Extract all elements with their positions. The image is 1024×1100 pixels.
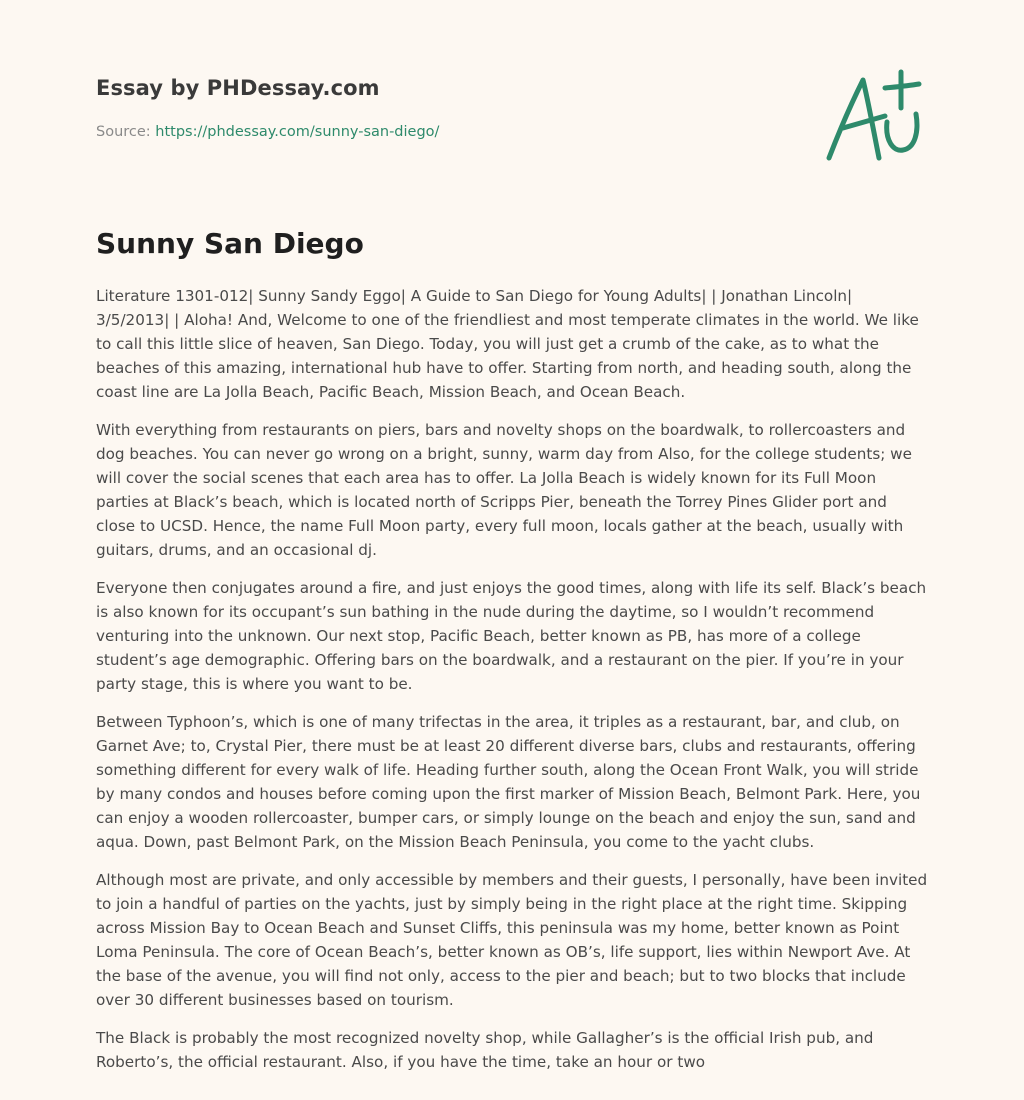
article-title: Sunny San Diego [96,227,364,260]
source-line [96,124,439,140]
paragraph: The Black is probably the most recognized novelty shop, while Gallagher’s is the official Irish pub, and Roberto’s, the official restaurant. Also, if you have the time, take an hour or two [96,1029,874,1071]
paragraph: Between Typhoon’s, which is one of many trifectas in the area, it triples as a restaurant, bar, and club, on Garnet Ave; to, Crystal Pier, there must be at least 20 different diverse bars, clubs and restaurants, offering something different for every walk of life. Heading further south, along the Ocean Front Walk, you will stride by many condos and houses before coming upon the first marker of Mission Beach, Belmont Park. Here, you can enjoy a wooden rollercoaster, bumper cars, or simply lounge on the beach and enjoy the sun, sand and aqua. Down, past Belmont Park, on the Mission Beach Peninsula, you come to the yacht clubs. [96,713,921,851]
a-plus-grade-icon [823,66,928,166]
source-label: Source: [96,124,151,140]
paragraph: Everyone then conjugates around a fire, and just enjoys the good times, along with life its self. Black’s beach is also known for its occupant’s sun bathing in the nude during the daytime, so I wouldn’t recommend venturing into the unknown. Our next stop, Pacific Beach, better known as PB, has more of a college student’s age demographic. Offering bars on the boardwalk, and a restaurant on the pier. If you’re in your party stage, this is where you want to be. [96,579,927,693]
paragraph: With everything from restaurants on piers, bars and novelty shops on the boardwalk, to rollercoasters and dog beaches. You can never go wrong on a bright, sunny, warm day from Also, for the college students; we will cover the social scenes that each area has to offer. La Jolla Beach is widely known for its Full Moon parties at Black’s beach, which is located north of Scripps Pier, beneath the Torrey Pines Glider port and close to UCSD. Hence, the name Full Moon party, every full moon, locals gather at the beach, usually with guitars, drums, and an occasional dj. [96,421,912,559]
paragraph: Although most are private, and only accessible by members and their guests, I personally, have been invited to join a handful of parties on the yachts, just by simply being in the right place at the right time. Skipping across Mission Bay to Ocean Beach and Sunset Cliffs, this peninsula was my home, better known as Point Loma Peninsula. The core of Ocean Beach’s, better known as OB’s, life support, lies within Newport Ave. At the base of the avenue, you will find not only, access to the pier and beach; but to two blocks that include over 30 different businesses based on tourism. [96,871,928,1009]
page-header [96,0,928,200]
paragraph: Literature 1301-012| Sunny Sandy Eggo| A Guide to San Diego for Young Adults| | Jonathan Lincoln| 3/5/2013| | Aloha! And, Welcome to one of the friendliest and most temperate climates in the world. We like to call this little slice of heaven, San Diego. Today, you will just get a crumb of the cake, as to what the beaches of this amazing, international hub have to offer. Starting from north, and heading south, along the coast line are La Jolla Beach, Pacific Beach, Mission Beach, and Ocean Beach. [96,287,919,401]
site-brand: Essay by PHDessay.com [96,76,380,100]
article-body [96,284,928,1088]
essay-page [96,0,928,1071]
source-link[interactable]: https://phdessay.com/sunny-san-diego/ [155,124,440,140]
